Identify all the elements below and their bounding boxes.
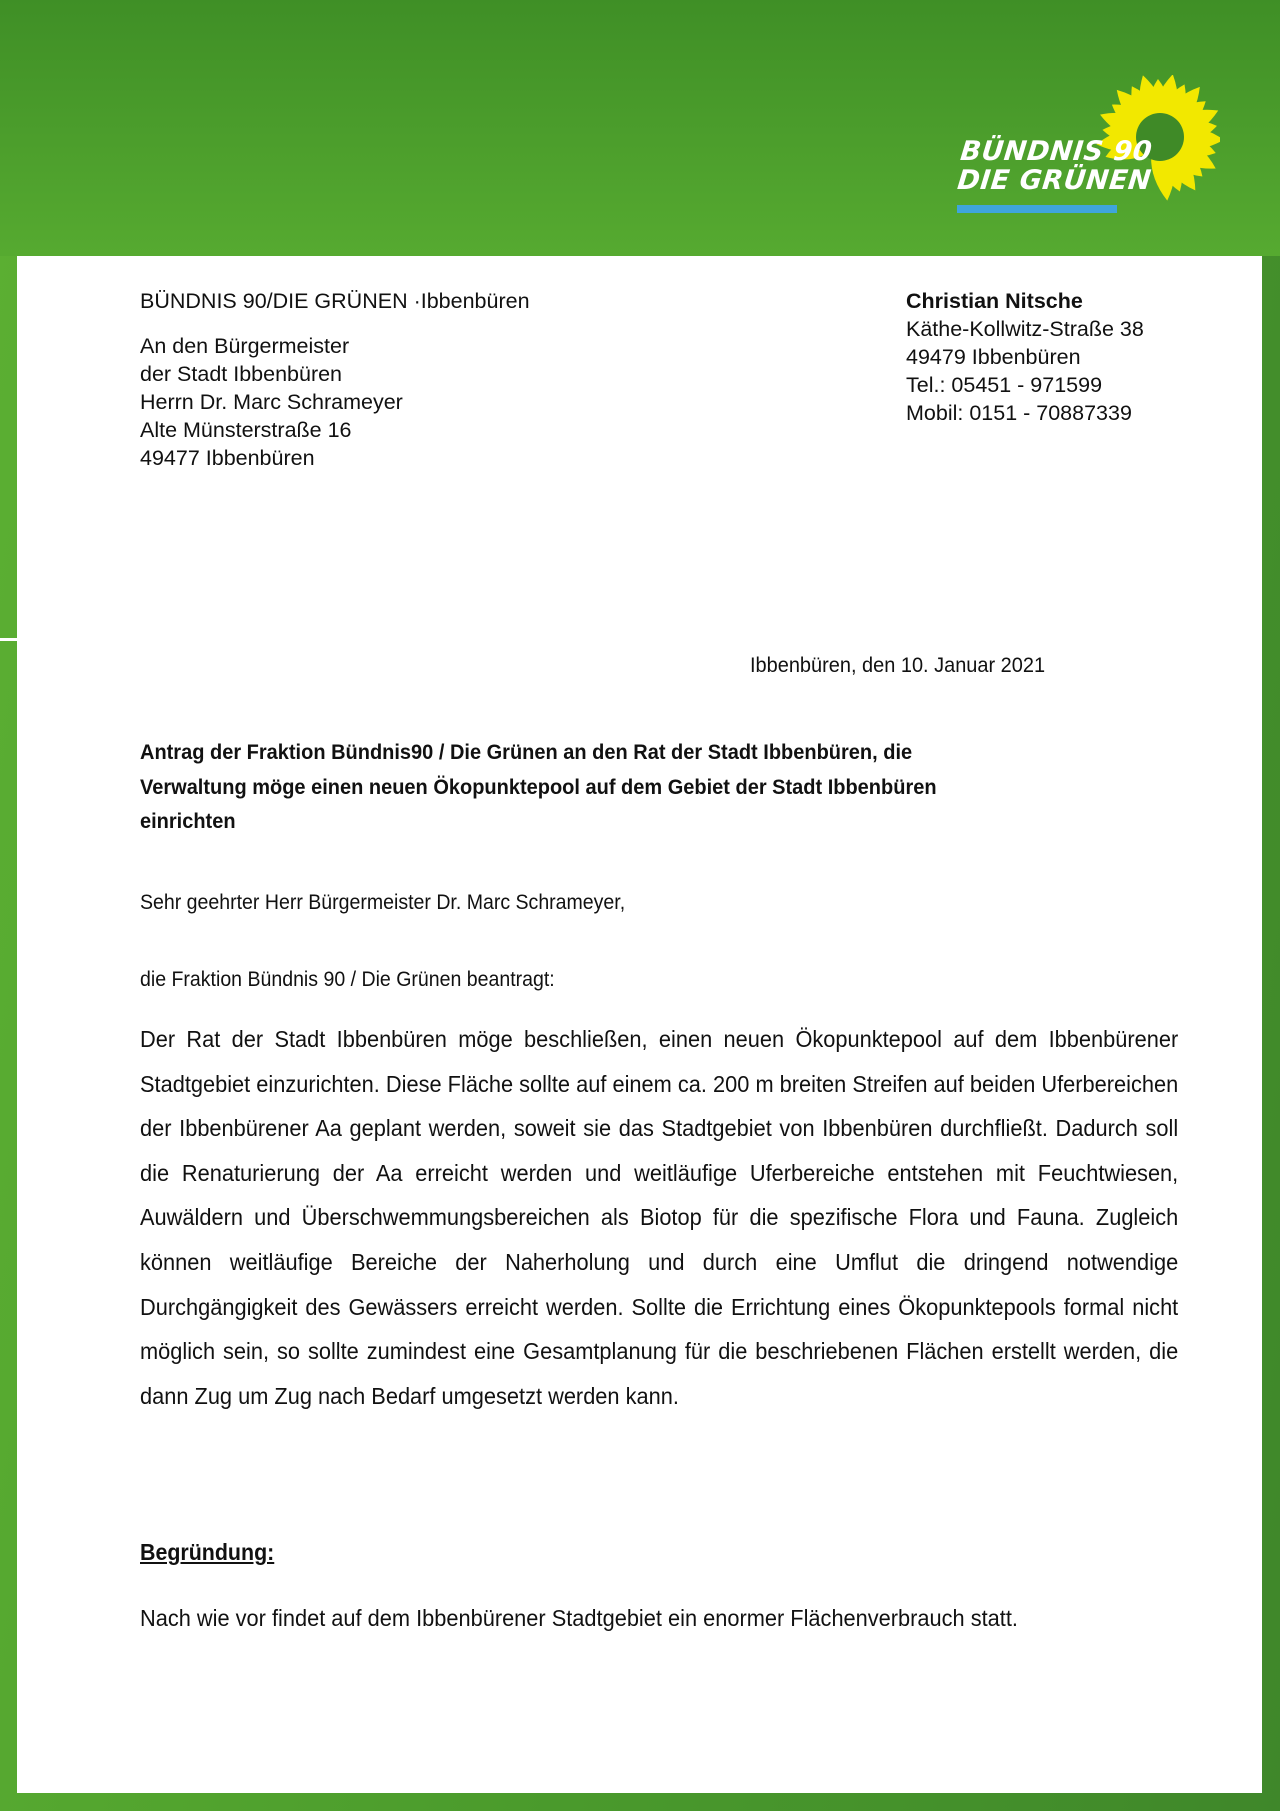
recipient-line: Alte Münsterstraße 16 [140, 418, 352, 442]
subject-line: einrichten [140, 809, 236, 833]
recipient-line: der Stadt Ibbenbüren [140, 362, 343, 386]
sender-mobile: Mobil: 0151 - 70887339 [906, 401, 1132, 425]
sender-name: Christian Nitsche [906, 289, 1083, 313]
sender-return-line: BÜNDNIS 90/DIE GRÜNEN ·Ibbenbüren [140, 289, 530, 313]
logo-line-2: DIE GRÜNEN [955, 165, 1153, 196]
reason-text: Nach wie vor findet auf dem Ibbenbürener Stadtgebiet ein enormer Flächenverbrauch statt. [140, 1605, 1018, 1631]
recipient-line: An den Bürgermeister [140, 334, 350, 358]
letter-subject [140, 735, 1100, 839]
sender-city: 49479 Ibbenbüren [906, 345, 1081, 369]
letter-date: Ibbenbüren, den 10. Januar 2021 [750, 654, 1046, 677]
logo-line-1: BÜNDNIS 90 [958, 136, 1154, 167]
motion-body: Der Rat der Stadt Ibbenbüren möge beschließen, einen neuen Ökopunktepool auf dem Ibbenbürener Stadtgebiet einzurichten. Diese Fläche sollte auf einem ca. 200 m breiten Streifen auf beiden Uferbereichen der Ibbenbürener Aa geplant werden, soweit sie das Stadtgebiet von Ibbenbüren durchfließt. Dadurch soll die Renaturierung der Aa erreicht werden und weitläufige Uferbereiche entstehen mit Feuchtwiesen, Auwäldern und Überschwemmungsbereichen als Biotop für die spezifische Flora und Fauna. Zugleich können weitläufige Bereiche der Naherholung und durch eine Umflut die dringend notwendige Durchgängigkeit des Gewässers erreicht werden. Sollte die Errichtung eines Ökopunktepools formal nicht möglich sein, so sollte zumindest eine Gesamtplanung für die beschriebenen Flächen erstellt werden, die dann Zug um Zug nach Bedarf umgesetzt werden kann. [140, 1026, 1179, 1409]
logo-underline-bar [957, 205, 1117, 213]
recipient-address [140, 332, 403, 472]
subject-line: Antrag der Fraktion Bündnis90 / Die Grünen an den Rat der Stadt Ibbenbüren, die [140, 740, 913, 764]
motion-intro: die Fraktion Bündnis 90 / Die Grünen beantragt: [140, 968, 555, 991]
fold-mark [0, 638, 17, 641]
subject-line: Verwaltung möge einen neuen Ökopunktepool auf dem Gebiet der Stadt Ibbenbüren [140, 774, 937, 799]
salutation: Sehr geehrter Herr Bürgermeister Dr. Marc Schrameyer, [140, 891, 626, 914]
sender-contact-block [906, 287, 1144, 427]
logo-wordmark [956, 137, 1156, 195]
party-logo [955, 75, 1220, 225]
sender-street: Käthe-Kollwitz-Straße 38 [906, 317, 1144, 341]
sender-phone: Tel.: 05451 - 971599 [906, 373, 1103, 397]
reason-heading: Begründung: [140, 1539, 275, 1565]
recipient-line: Herrn Dr. Marc Schrameyer [140, 390, 403, 414]
recipient-line: 49477 Ibbenbüren [140, 446, 315, 470]
